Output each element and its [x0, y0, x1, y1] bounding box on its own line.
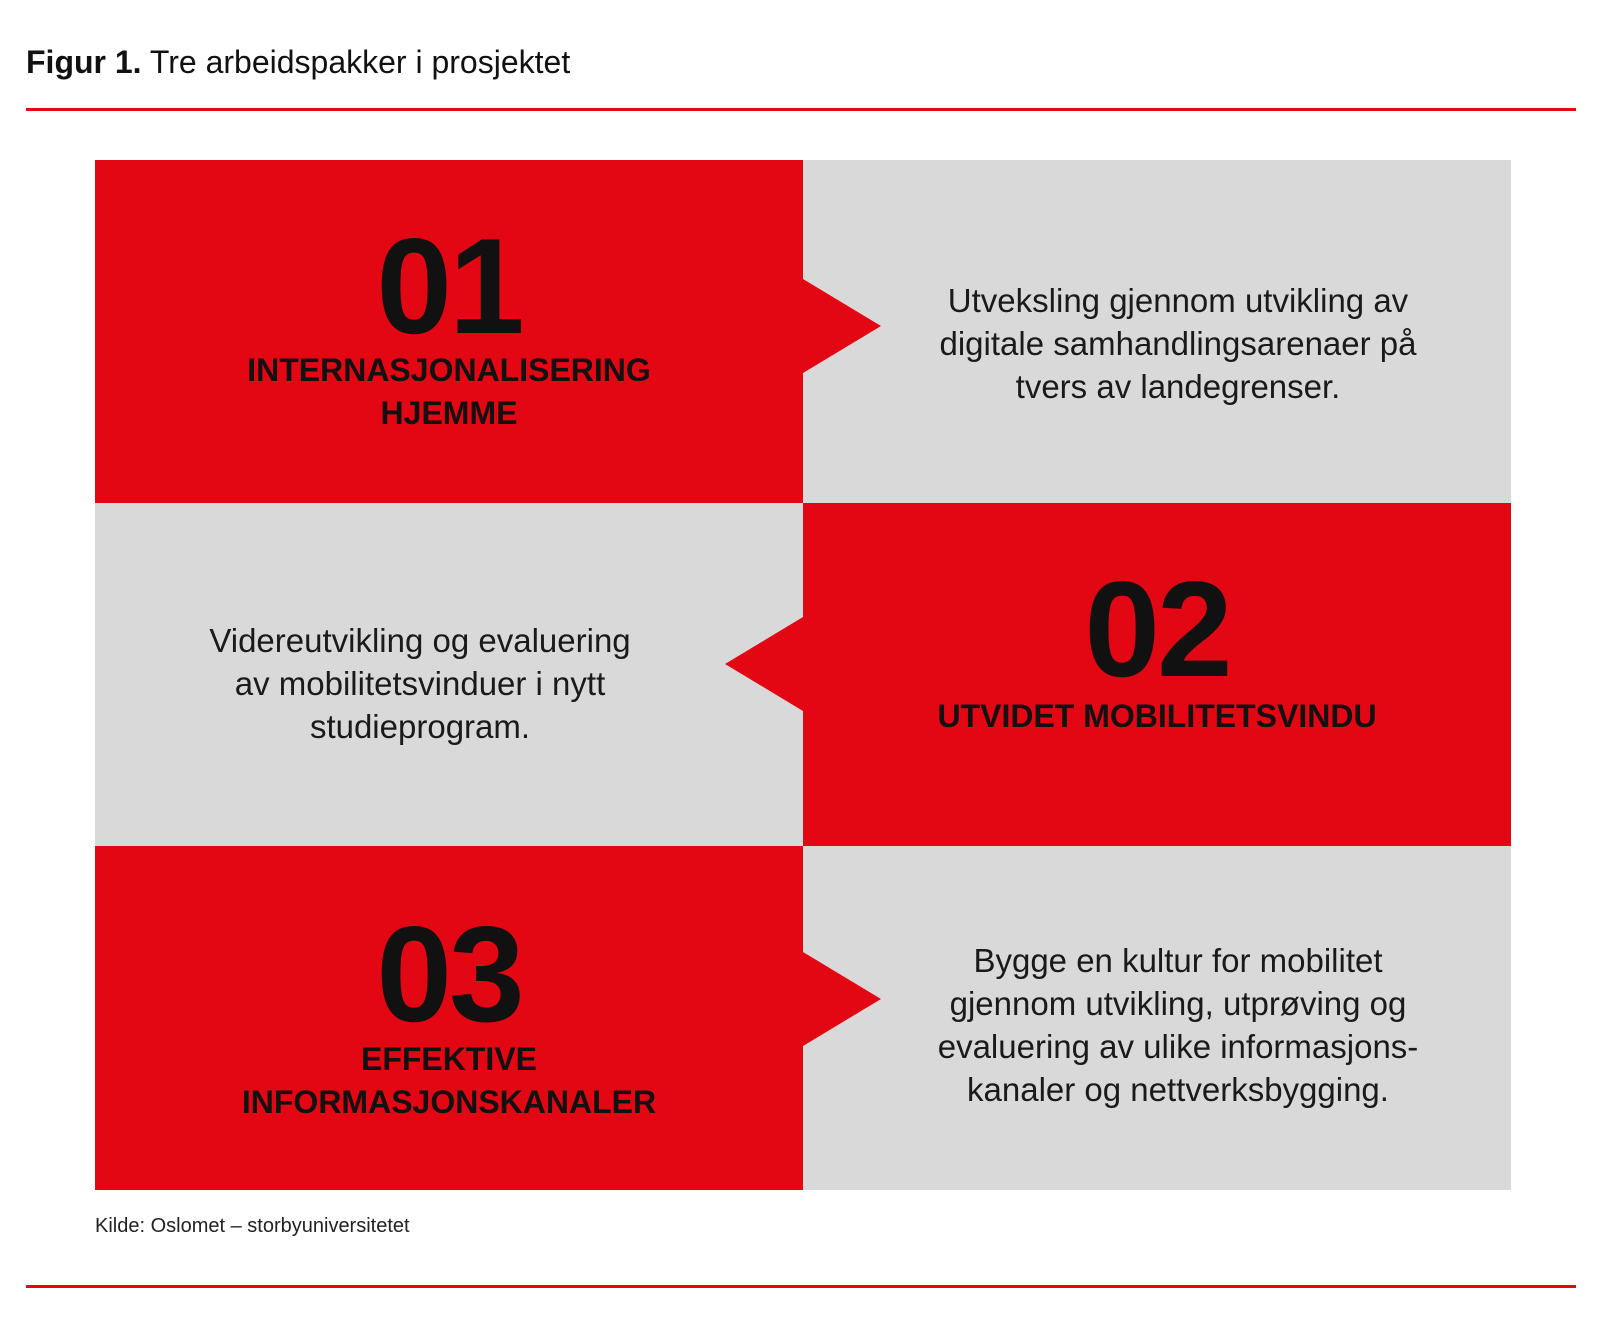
package-1-description-line: Utveksling gjennom utvikling av	[947, 282, 1409, 319]
package-1-heading-block	[95, 160, 803, 504]
package-2-description-line: studieprogram.	[309, 708, 531, 745]
package-3-label-line: INFORMASJONSKANALER	[241, 1084, 657, 1120]
package-2-description	[115, 619, 725, 748]
package-2-description-block	[95, 503, 803, 847]
package-3-label	[95, 1038, 803, 1124]
package-2-description-line: av mobilitetsvinduer i nytt	[234, 665, 606, 702]
package-3-description-block	[803, 846, 1511, 1190]
package-3-description-line: Bygge en kultur for mobilitet	[973, 942, 1383, 979]
package-1-description	[868, 279, 1488, 408]
package-1-description-line: digitale samhandlingsarenaer på	[939, 325, 1417, 362]
work-packages-grid	[95, 160, 1511, 1190]
source-note: Kilde: Oslomet – storbyuniversitetet	[95, 1215, 410, 1237]
package-2-label-line: UTVIDET MOBILITETSVINDU	[937, 698, 1377, 734]
package-3-number: 03	[376, 898, 522, 1050]
figure-prefix: Figur 1.	[26, 44, 142, 80]
package-1-number: 01	[376, 210, 522, 362]
package-3-description-line: evaluering av ulike informasjons-	[937, 1028, 1419, 1065]
bottom-divider	[26, 1285, 1576, 1288]
package-1-description-block	[803, 160, 1511, 504]
package-1-label-line: INTERNASJONALISERING	[247, 352, 651, 388]
package-1-label	[95, 349, 803, 435]
package-2-heading-block	[803, 503, 1511, 847]
figure-title-text: Tre arbeidspakker i prosjektet	[149, 44, 571, 80]
package-1-description-line: tvers av landegrenser.	[1015, 368, 1341, 405]
top-divider	[26, 108, 1576, 111]
package-3-description	[868, 939, 1488, 1111]
package-1-label-line: HJEMME	[380, 395, 518, 431]
figure-title	[26, 44, 570, 81]
package-2-number: 02	[1084, 553, 1230, 705]
package-3-description-line: gjennom utvikling, utprøving og	[949, 985, 1407, 1022]
package-2-description-line: Videreutvikling og evaluering	[209, 622, 631, 659]
package-3-heading-block	[95, 846, 803, 1190]
package-3-description-line: kanaler og nettverksbygging.	[967, 1071, 1389, 1108]
package-2-label	[803, 695, 1511, 738]
package-3-label-line: EFFEKTIVE	[360, 1041, 537, 1077]
